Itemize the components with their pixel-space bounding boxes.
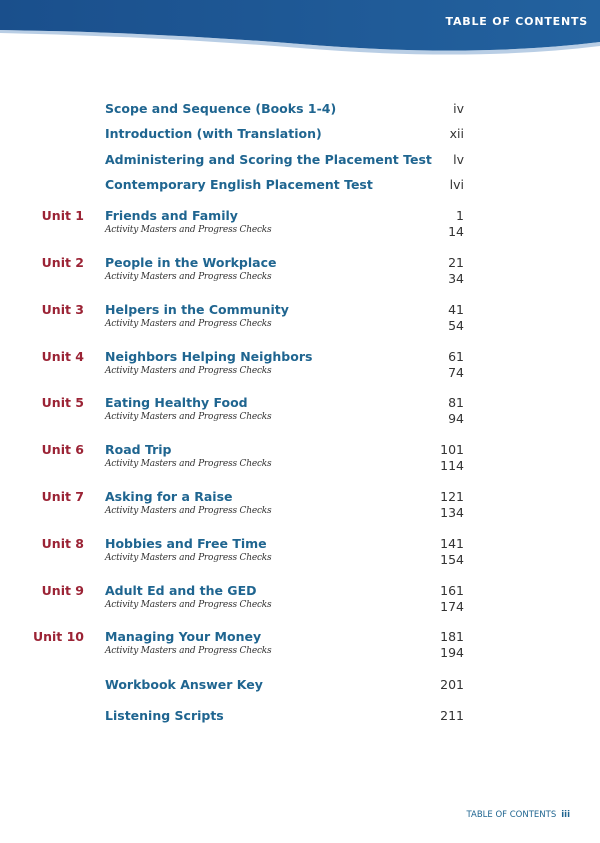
unit-subtitle[interactable]: Activity Masters and Progress Checks [105, 646, 272, 656]
unit-label: Unit 4 [41, 349, 84, 364]
unit-subtitle[interactable]: Activity Masters and Progress Checks [105, 319, 272, 329]
unit-subpage: 114 [440, 458, 464, 473]
entry-title[interactable]: Administering and Scoring the Placement Test [105, 152, 432, 167]
unit-page: 121 [440, 489, 464, 504]
unit-page: 41 [448, 302, 464, 317]
unit-subpage: 94 [448, 411, 464, 426]
footer-text: TABLE OF CONTENTS [466, 810, 557, 820]
unit-page: 161 [440, 583, 464, 598]
unit-label: Unit 10 [32, 629, 84, 644]
entry-page: xii [449, 126, 464, 141]
unit-subpage: 194 [440, 645, 464, 660]
unit-title[interactable]: Road Trip [105, 442, 172, 457]
unit-title[interactable]: Neighbors Helping Neighbors [105, 349, 313, 364]
unit-title[interactable]: Friends and Family [105, 208, 238, 223]
unit-subpage: 174 [440, 599, 464, 614]
unit-subpage: 134 [440, 505, 464, 520]
unit-page: 61 [448, 349, 464, 364]
unit-title[interactable]: Managing Your Money [105, 629, 262, 644]
unit-subpage: 14 [448, 224, 464, 239]
unit-subpage: 34 [448, 271, 464, 286]
entry-page: lvi [449, 177, 464, 192]
unit-subtitle[interactable]: Activity Masters and Progress Checks [105, 553, 272, 563]
unit-label: Unit 3 [41, 302, 84, 317]
unit-title[interactable]: Adult Ed and the GED [105, 583, 257, 598]
unit-subtitle[interactable]: Activity Masters and Progress Checks [105, 366, 272, 376]
unit-title[interactable]: Asking for a Raise [105, 489, 233, 504]
unit-subtitle[interactable]: Activity Masters and Progress Checks [105, 225, 272, 235]
unit-label: Unit 6 [41, 442, 84, 457]
unit-label: Unit 2 [41, 255, 84, 270]
unit-title[interactable]: People in the Workplace [105, 255, 277, 270]
unit-subtitle[interactable]: Activity Masters and Progress Checks [105, 600, 272, 610]
page-footer [466, 810, 570, 820]
header-banner [0, 0, 600, 60]
unit-label: Unit 9 [41, 583, 84, 598]
entry-page: iv [453, 101, 464, 116]
entry-page: 201 [440, 677, 464, 692]
unit-page: 21 [448, 255, 464, 270]
unit-subtitle[interactable]: Activity Masters and Progress Checks [105, 506, 272, 516]
unit-title[interactable]: Hobbies and Free Time [105, 536, 267, 551]
unit-label: Unit 8 [41, 536, 84, 551]
entry-title[interactable]: Listening Scripts [105, 708, 224, 723]
unit-label: Unit 7 [41, 489, 84, 504]
entry-title[interactable]: Scope and Sequence (Books 1-4) [105, 101, 337, 116]
unit-page: 181 [440, 629, 464, 644]
unit-subpage: 74 [448, 365, 464, 380]
footer-page-number: iii [561, 810, 570, 820]
unit-subtitle[interactable]: Activity Masters and Progress Checks [105, 459, 272, 469]
entry-title[interactable]: Contemporary English Placement Test [105, 177, 373, 192]
unit-page: 141 [440, 536, 464, 551]
unit-page: 101 [440, 442, 464, 457]
entry-page: lv [453, 152, 464, 167]
unit-label: Unit 1 [41, 208, 84, 223]
unit-subpage: 54 [448, 318, 464, 333]
unit-subtitle[interactable]: Activity Masters and Progress Checks [105, 412, 272, 422]
entry-title[interactable]: Workbook Answer Key [105, 677, 263, 692]
unit-subtitle[interactable]: Activity Masters and Progress Checks [105, 272, 272, 282]
entry-page: 211 [440, 708, 464, 723]
header-title: TABLE OF CONTENTS [445, 15, 588, 28]
unit-subpage: 154 [440, 552, 464, 567]
entry-title[interactable]: Introduction (with Translation) [105, 126, 322, 141]
unit-title[interactable]: Helpers in the Community [105, 302, 289, 317]
unit-page: 1 [456, 208, 464, 223]
unit-label: Unit 5 [41, 395, 84, 410]
unit-title[interactable]: Eating Healthy Food [105, 395, 248, 410]
unit-page: 81 [448, 395, 464, 410]
